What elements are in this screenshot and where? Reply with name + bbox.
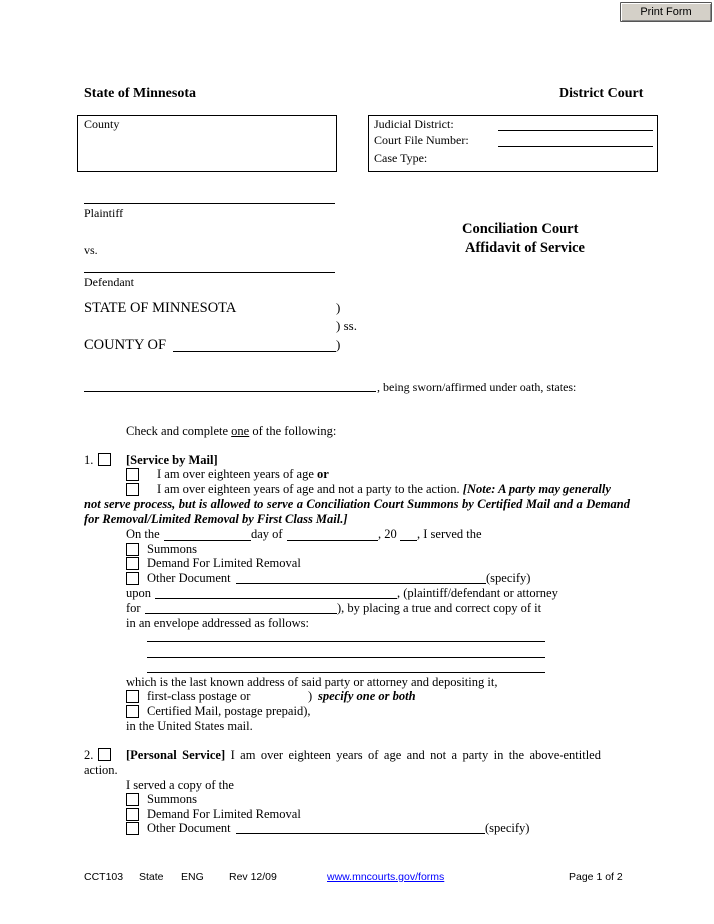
personal-demand-label: Demand For Limited Removal — [147, 807, 301, 821]
venue-ss: ) ss. — [336, 318, 357, 333]
vs-label: vs. — [84, 243, 98, 257]
upon-field[interactable] — [155, 598, 397, 599]
plaintiff-or-attorney-label: , (plaintiff/defendant or attorney — [397, 586, 558, 600]
personal-demand-checkbox[interactable] — [126, 808, 139, 821]
section2-text: [Personal Service] I am over eighteen years of age and not a party in the above-entitled — [126, 748, 601, 762]
footer-revision: Rev 12/09 — [229, 871, 277, 883]
for-label: for — [126, 601, 141, 615]
section1-checkbox[interactable] — [98, 453, 111, 466]
affiant-name-field[interactable] — [84, 391, 376, 392]
served-label: , I served the — [417, 527, 482, 541]
mail-note: not serve process, but is allowed to serve a Conciliation Court Summons by Certified Mail and a Demand for Removal/Limited Removal by First Class Mail.] — [84, 497, 630, 526]
footer-page-number: Page 1 of 2 — [569, 871, 623, 883]
footer-form-code: CCT103 — [84, 871, 124, 883]
sworn-statement: , being sworn/affirmed under oath, states: — [377, 380, 577, 394]
certified-label: Certified Mail, postage prepaid), — [147, 704, 311, 718]
mail-other-specify: (specify) — [486, 571, 531, 585]
footer-language: ENG — [181, 871, 204, 883]
for-field[interactable] — [145, 613, 337, 614]
address-line-3[interactable] — [147, 672, 545, 673]
upon-label: upon — [126, 586, 151, 600]
specify-one-label: specify one or both — [318, 689, 416, 703]
mail-demand-label: Demand For Limited Removal — [147, 556, 301, 570]
served-copy-label: I served a copy of the — [126, 778, 234, 792]
venue-paren-1: ) — [336, 300, 341, 315]
not-a-party-text: I am over eighteen years of age and not a party to the action. [Note: A party may generally — [157, 482, 611, 496]
instruction-text: Check and complete one of the following: — [126, 424, 337, 438]
personal-other-label: Other Document — [147, 821, 231, 835]
court-file-number-field[interactable] — [498, 146, 653, 147]
section2-action: action. — [84, 763, 118, 777]
envelope-label: in an envelope addressed as follows: — [126, 616, 309, 630]
day-of-label: day of — [251, 527, 283, 541]
personal-other-checkbox[interactable] — [126, 822, 139, 835]
personal-other-field[interactable] — [236, 833, 485, 834]
mail-demand-checkbox[interactable] — [126, 557, 139, 570]
address-line-2[interactable] — [147, 657, 545, 658]
defendant-label: Defendant — [84, 275, 134, 289]
court-heading: District Court — [559, 86, 644, 101]
mail-other-label: Other Document — [147, 571, 231, 585]
mail-other-checkbox[interactable] — [126, 572, 139, 585]
on-the-label: On the — [126, 527, 160, 541]
judicial-district-field[interactable] — [498, 130, 653, 131]
footer-forms-link[interactable]: www.mncourts.gov/forms — [327, 871, 445, 883]
year-label: , 20 — [378, 527, 397, 541]
footer-state: State — [139, 871, 164, 883]
personal-other-specify: (specify) — [485, 821, 530, 835]
plaintiff-label: Plaintiff — [84, 206, 124, 220]
over-eighteen-checkbox[interactable] — [126, 468, 139, 481]
personal-summons-label: Summons — [147, 792, 198, 806]
not-a-party-checkbox[interactable] — [126, 483, 139, 496]
section2-checkbox[interactable] — [98, 748, 111, 761]
mail-summons-checkbox[interactable] — [126, 543, 139, 556]
section1-heading: [Service by Mail] — [126, 453, 218, 467]
first-class-label: first-class postage or — [147, 689, 251, 703]
last-known-text: which is the last known address of said party or attorney and depositing it, — [126, 675, 498, 689]
court-file-number-label: Court File Number: — [374, 133, 469, 147]
venue-paren-3: ) — [336, 337, 341, 352]
form-title-line2: Affidavit of Service — [465, 240, 585, 256]
placing-label: ), by placing a true and correct copy of it — [337, 601, 542, 615]
section2-number: 2. — [84, 748, 94, 762]
county-label: County — [84, 117, 120, 131]
case-type-label: Case Type: — [374, 151, 428, 165]
venue-county-label: COUNTY OF — [84, 337, 167, 353]
print-form-button[interactable]: Print Form — [620, 2, 712, 22]
service-year-field[interactable] — [400, 540, 417, 541]
form-title-line1: Conciliation Court — [462, 221, 579, 237]
plaintiff-field[interactable] — [84, 203, 335, 204]
certified-checkbox[interactable] — [126, 705, 139, 718]
state-heading: State of Minnesota — [84, 86, 196, 101]
section1-number: 1. — [84, 453, 94, 467]
judicial-district-label: Judicial District: — [374, 117, 454, 131]
mail-summons-label: Summons — [147, 542, 198, 556]
service-month-field[interactable] — [287, 540, 378, 541]
venue-state: STATE OF MINNESOTA — [84, 300, 237, 316]
us-mail-label: in the United States mail. — [126, 719, 253, 733]
over-eighteen-text: I am over eighteen years of age or — [157, 467, 329, 481]
personal-summons-checkbox[interactable] — [126, 793, 139, 806]
mail-other-field[interactable] — [236, 583, 486, 584]
address-line-1[interactable] — [147, 641, 545, 642]
specify-paren: ) — [308, 689, 313, 703]
venue-county-field[interactable] — [173, 351, 336, 352]
first-class-checkbox[interactable] — [126, 690, 139, 703]
defendant-field[interactable] — [84, 272, 335, 273]
service-day-field[interactable] — [164, 540, 251, 541]
